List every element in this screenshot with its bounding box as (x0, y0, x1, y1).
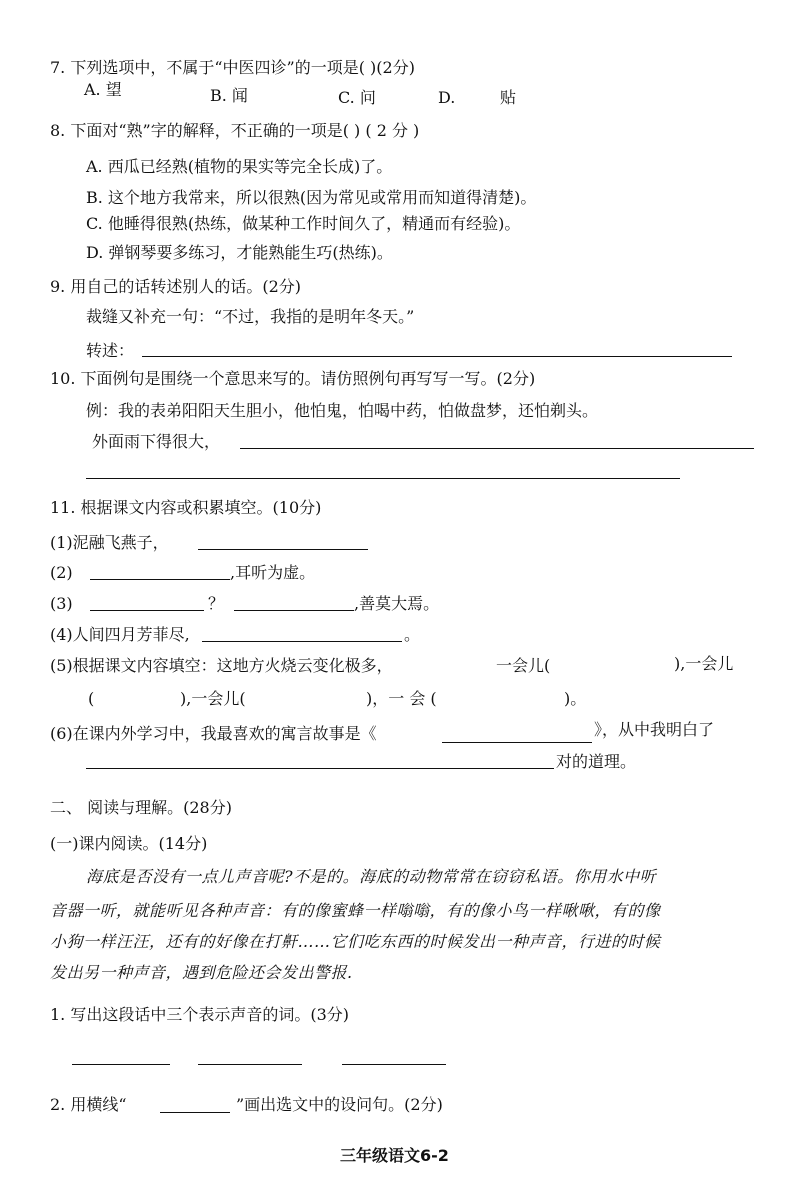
q11-part1: (1)泥融飞燕子， (50, 533, 169, 552)
q11-part3-end: ,善莫大焉。 (354, 594, 440, 613)
q8-option-a: A. 西瓜已经熟(植物的果实等完全长成)了。 (86, 157, 393, 176)
q8-option-d: D. 弹钢琴要多练习，才能熟能生巧(热练)。 (86, 243, 393, 262)
reading-question-2-a: 2. 用横线“ (50, 1095, 127, 1114)
q11-part5-e: )，一 会 ( (366, 689, 437, 708)
q8-option-c: C. 他睡得很熟(热练，做某种工作时间久了，精通而有经验)。 (86, 214, 521, 233)
q11-part5-f: )。 (564, 689, 587, 708)
q10-stem: 10. 下面例句是围绕一个意思来写的。请仿照例句再写写一写。(2分) (50, 369, 536, 388)
section2-part1-title: (一)课内阅读。(14分) (50, 834, 208, 853)
reading-question-2-b: ”画出选文中的设问句。(2分) (236, 1095, 443, 1114)
q11-part3-question: ？ (208, 594, 225, 613)
q11-part2-blank[interactable] (90, 579, 230, 580)
q11-part6-a: (6)在课内外学习中，我最喜欢的寓言故事是《 (50, 724, 377, 743)
q11-part3-number: (3) (50, 594, 73, 613)
q11-part3-blank-2[interactable] (234, 610, 354, 611)
q9-quote: 裁缝又补充一句：“不过，我指的是明年冬天。” (86, 307, 415, 326)
q11-stem: 11. 根据课文内容或积累填空。(10分) (50, 498, 322, 517)
q10-start: 外面雨下得很大， (92, 432, 221, 451)
q11-part5-c: ( (88, 689, 95, 708)
section2-title: 二、 阅读与理解。(28分) (50, 798, 232, 817)
q8-option-b: B. 这个地方我常来，所以很熟(因为常见或常用而知道得清楚)。 (86, 188, 537, 207)
passage-line-1: 海底是否没有一点儿声音呢?不是的。海底的动物常常在窃窃私语。你用水中听 (86, 867, 657, 886)
q11-part6-blank-2[interactable] (86, 768, 554, 769)
q11-part5-d: ),一会儿( (180, 689, 246, 708)
q11-part6-c: 对的道理。 (556, 752, 637, 771)
reading-q1-blank-1[interactable] (72, 1064, 170, 1065)
q7-option-d-text: 贴 (500, 88, 517, 107)
q11-part5-a: 一会儿( (496, 656, 551, 675)
q11-part6-blank-1[interactable] (442, 742, 592, 743)
reading-q1-blank-2[interactable] (198, 1064, 302, 1065)
q11-part2-end: ,耳听为虚。 (230, 563, 316, 582)
q11-part4-blank[interactable] (202, 641, 402, 642)
q10-answer-line-1[interactable] (240, 448, 754, 449)
q7-stem: 7. 下列选项中，不属于“中医四诊”的一项是( )(2分) (50, 58, 415, 77)
q11-part3-blank-1[interactable] (90, 610, 204, 611)
reading-q2-underline-sample (160, 1112, 230, 1113)
q10-example: 例：我的表弟阳阳天生胆小，他怕鬼，怕喝中药，怕做盘梦，还怕剃头。 (86, 401, 599, 420)
q10-answer-line-2[interactable] (86, 478, 680, 479)
q8-stem: 8. 下面对“熟”字的解释，不正确的一项是( ) ( 2 分 ) (50, 121, 420, 140)
passage-line-2: 音器一听，就能听见各种声音：有的像蜜蜂一样嗡嗡，有的像小鸟一样啾啾，有的像 (50, 901, 661, 920)
q11-part5-b: ),一会儿 (674, 654, 734, 673)
q7-option-b: B. 闻 (210, 86, 248, 105)
q11-part5-intro: (5)根据课文内容填空：这地方火烧云变化极多， (50, 656, 393, 675)
q9-label: 转述： (86, 341, 135, 360)
q7-option-d: D. (438, 88, 456, 107)
q9-stem: 9. 用自己的话转述别人的话。(2分) (50, 277, 302, 296)
q11-part1-blank[interactable] (198, 549, 368, 550)
q11-part6-b: 》，从中我明白了 (594, 720, 715, 739)
q11-part2-number: (2) (50, 563, 73, 582)
passage-line-4: 发出另一种声音，遇到危险还会发出警报. (50, 963, 353, 982)
q11-part4: (4)人间四月芳菲尽, (50, 625, 190, 644)
reading-question-1: 1. 写出这段话中三个表示声音的词。(3分) (50, 1005, 350, 1024)
passage-line-3: 小狗一样汪汪，还有的好像在打鼾……它们吃东西的时候发出一种声音，行进的时候 (50, 932, 661, 951)
q7-option-c: C. 问 (338, 88, 376, 107)
page-footer: 三年级语文6-2 (340, 1146, 449, 1165)
q11-part4-end: 。 (404, 625, 421, 644)
q7-option-a: A. 望 (84, 80, 122, 99)
q9-answer-line[interactable] (142, 356, 732, 357)
reading-q1-blank-3[interactable] (342, 1064, 446, 1065)
